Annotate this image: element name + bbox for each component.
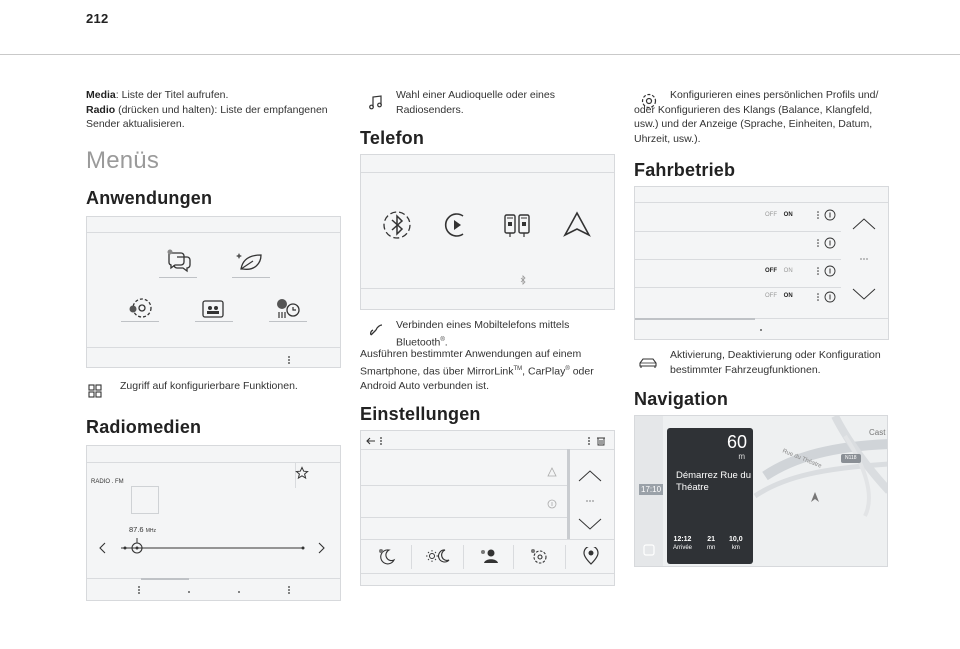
toggle-on: ON bbox=[783, 268, 793, 274]
radio-source: RADIO . FM bbox=[91, 479, 124, 485]
dot-icon bbox=[187, 585, 191, 595]
toggle-on: ON bbox=[783, 293, 793, 299]
phone-note-2-c: oder Android Auto verbunden ist. bbox=[360, 365, 594, 392]
audio-settings-icon[interactable] bbox=[581, 547, 601, 565]
menus-title: Menüs bbox=[86, 147, 160, 174]
divider bbox=[361, 539, 615, 540]
contacts-card-icon[interactable] bbox=[201, 299, 225, 319]
leaf-icon[interactable] bbox=[235, 249, 267, 275]
tab-indicator bbox=[635, 318, 755, 320]
toggle-row-4[interactable] bbox=[765, 293, 793, 299]
phone-screen bbox=[360, 154, 615, 310]
scrollbar[interactable] bbox=[567, 449, 570, 539]
radio-screen bbox=[86, 445, 341, 601]
more-vertical-icon[interactable] bbox=[287, 355, 291, 365]
apps-title: Anwendungen bbox=[86, 188, 213, 208]
radio-text: (drücken und halten): Liste der empfangenen Sender aktualisieren. bbox=[86, 103, 328, 130]
row-divider bbox=[635, 259, 841, 260]
chat-icon[interactable] bbox=[165, 247, 195, 275]
settings-title: Einstellungen bbox=[360, 404, 481, 424]
divider bbox=[87, 462, 341, 463]
minutes-label: mn bbox=[707, 544, 716, 551]
car-icon bbox=[638, 356, 658, 370]
profile-icon[interactable] bbox=[479, 547, 499, 565]
frequency-slider[interactable] bbox=[99, 538, 331, 558]
nav-title: Navigation bbox=[634, 389, 729, 409]
apps-note: Zugriff auf konfigurierbare Funktionen. bbox=[120, 380, 298, 392]
dot-icon bbox=[237, 585, 241, 595]
phone-note-1-text: Verbinden eines Mobiltelefons mittels Bluetooth bbox=[396, 319, 570, 348]
toggle-off: OFF bbox=[765, 212, 777, 218]
settings-note: Konfigurieren eines persönlichen Profils und/ oder Konfigurieren des Klangs (Balance, Klangfeld, usw.) und der Anzeige (Sprache, Einheiten, Datum, Uhrzeit, usw.). bbox=[634, 89, 879, 145]
divider bbox=[361, 573, 615, 574]
audio-note: Wahl einer Audioquelle oder eines Radiosenders. bbox=[396, 89, 555, 116]
scroll-arrows[interactable] bbox=[577, 465, 603, 535]
phone-title: Telefon bbox=[360, 128, 425, 148]
brightness-icon[interactable] bbox=[425, 547, 451, 565]
icon-underline bbox=[121, 321, 159, 322]
icon-underline bbox=[269, 321, 307, 322]
divider bbox=[463, 545, 464, 569]
media-label: Media bbox=[86, 89, 116, 101]
radio-title: Radiomedien bbox=[86, 417, 202, 437]
divider bbox=[87, 578, 341, 579]
bluetooth-icon[interactable] bbox=[381, 209, 413, 241]
dot-icon bbox=[759, 327, 763, 333]
street-instruction: Démarrez Rue du Théatre bbox=[676, 470, 751, 493]
star-icon[interactable] bbox=[295, 466, 309, 480]
bluetooth-small-icon bbox=[519, 275, 527, 285]
settings-screen bbox=[360, 430, 615, 586]
toggle-off: OFF bbox=[765, 293, 777, 299]
toggle-row-3[interactable] bbox=[765, 268, 793, 274]
divider bbox=[361, 449, 615, 450]
icon-underline bbox=[159, 277, 197, 278]
map-street-label: Rue du Théatre bbox=[781, 448, 823, 470]
toggle-row-1[interactable] bbox=[765, 212, 793, 218]
divider bbox=[361, 288, 615, 289]
mirrorlink-icon[interactable] bbox=[501, 209, 533, 241]
header-rule bbox=[0, 54, 960, 55]
apps-screen bbox=[86, 216, 341, 368]
radio-label: Radio bbox=[86, 103, 116, 116]
clock: 17:10 bbox=[641, 485, 662, 494]
tab-indicator bbox=[141, 578, 189, 580]
toggle-off: OFF bbox=[765, 268, 777, 274]
toggle-on: ON bbox=[783, 212, 793, 218]
more-vertical-icon[interactable] bbox=[137, 585, 141, 595]
distance-value: 60 bbox=[726, 432, 747, 452]
arrival-stat bbox=[673, 536, 692, 552]
scroll-arrows[interactable] bbox=[851, 215, 877, 305]
phone-note-1 bbox=[396, 318, 606, 350]
divider bbox=[411, 545, 412, 569]
home-button-icon[interactable] bbox=[643, 544, 655, 556]
carplay-icon[interactable] bbox=[441, 209, 471, 241]
warning-icon bbox=[547, 467, 557, 477]
row-divider bbox=[635, 231, 841, 232]
map-label: Cast bbox=[869, 428, 886, 437]
more-vertical-icon[interactable] bbox=[287, 585, 291, 595]
fan-timer-icon[interactable] bbox=[273, 295, 303, 321]
divider bbox=[87, 347, 341, 348]
divider bbox=[87, 232, 341, 233]
info-icon[interactable] bbox=[815, 209, 839, 223]
info-icon[interactable] bbox=[815, 291, 839, 305]
night-mode-icon[interactable] bbox=[377, 547, 397, 565]
navigation-screen bbox=[634, 415, 888, 567]
arrival-label: Arrivée bbox=[673, 544, 693, 551]
trash-icon[interactable] bbox=[585, 435, 609, 447]
divider bbox=[361, 172, 615, 173]
android-auto-icon[interactable] bbox=[561, 209, 593, 241]
divider bbox=[565, 545, 566, 569]
info-icon[interactable] bbox=[815, 265, 839, 279]
driving-screen bbox=[634, 186, 889, 340]
guidance-card[interactable] bbox=[667, 428, 753, 564]
driving-title: Fahrbetrieb bbox=[634, 160, 736, 180]
info-icon[interactable] bbox=[815, 237, 839, 251]
radio-frequency bbox=[129, 525, 156, 534]
km-label: km bbox=[731, 544, 740, 551]
media-text: : Liste der Titel aufrufen. bbox=[115, 89, 229, 101]
back-arrow-icon[interactable] bbox=[365, 435, 387, 447]
arrival-time: 12:12 bbox=[673, 536, 692, 543]
minutes-value: 21 bbox=[707, 536, 716, 543]
station-cover bbox=[131, 486, 159, 514]
minutes-stat bbox=[707, 536, 715, 552]
row-divider bbox=[361, 517, 567, 518]
music-note-icon bbox=[368, 94, 384, 110]
frequency-value: 87.6 bbox=[129, 525, 144, 534]
link-icon bbox=[368, 322, 384, 338]
driving-note: Aktivierung, Deaktivierung oder Konfiguration bestimmter Fahrzeugfunktionen. bbox=[670, 349, 881, 376]
info-icon bbox=[547, 499, 557, 509]
distance-unit: m bbox=[738, 452, 745, 461]
intro-text bbox=[86, 88, 342, 132]
icon-underline bbox=[195, 321, 233, 322]
distance-stat bbox=[729, 536, 743, 552]
page-number: 212 bbox=[86, 11, 109, 26]
row-divider bbox=[635, 287, 841, 288]
phone-note-1-end: . bbox=[444, 336, 448, 348]
divider bbox=[513, 545, 514, 569]
divider bbox=[635, 202, 889, 203]
map-road-label: N118 bbox=[845, 455, 857, 461]
grid-apps-icon bbox=[88, 384, 102, 398]
trademark-mark: TM bbox=[513, 365, 523, 372]
registered-mark: ® bbox=[440, 336, 445, 343]
registered-mark: ® bbox=[565, 365, 570, 372]
phone-note-2-b: , CarPlay bbox=[522, 365, 566, 377]
row-divider bbox=[361, 485, 567, 486]
steering-wheel-icon[interactable] bbox=[127, 295, 155, 321]
frequency-unit: MHz bbox=[145, 528, 156, 534]
phone-note-2 bbox=[360, 347, 616, 393]
settings-gear-icon[interactable] bbox=[529, 547, 549, 565]
icon-underline bbox=[232, 277, 270, 278]
phone-note-2-a: Ausführen bestimmter Anwendungen auf einem Smartphone, das über MirrorLink bbox=[360, 348, 582, 377]
km-value: 10,0 bbox=[729, 536, 743, 543]
